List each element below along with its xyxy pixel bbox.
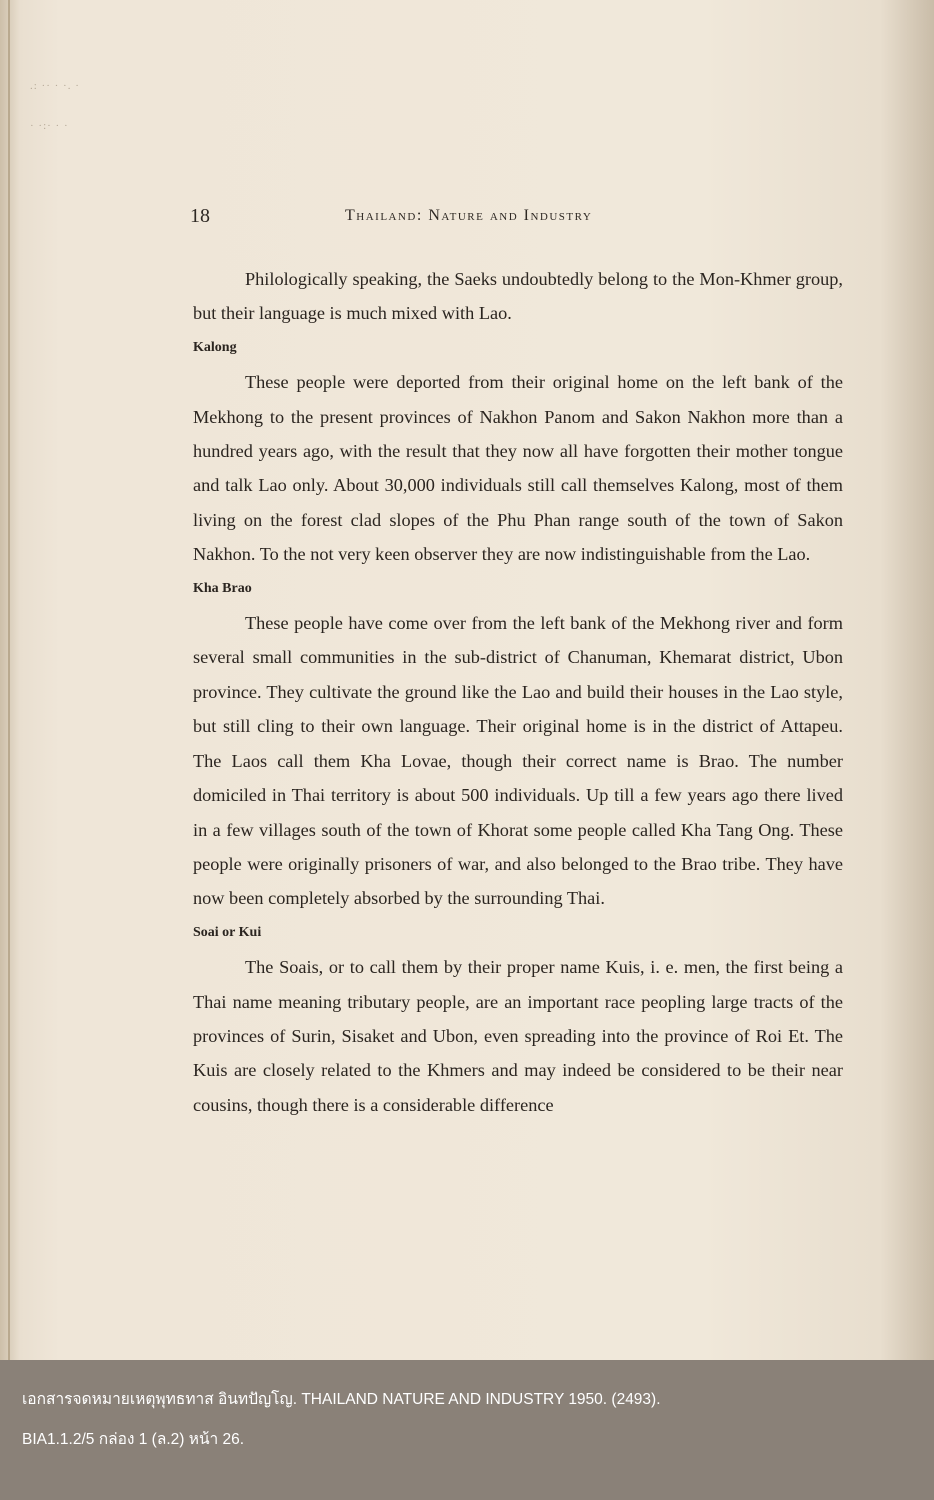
- running-head: Thailand: Nature and Industry: [345, 207, 593, 224]
- caption-line-2: BIA1.1.2/5 กล่อง 1 (ล.2) หน้า 26.: [22, 1431, 245, 1448]
- caption-line-1: เอกสารจดหมายเหตุพุทธทาส อินทปัญโญ. THAILAND NATURE AND INDUSTRY 1950. (2493).: [22, 1391, 661, 1408]
- archive-caption: [0, 1360, 934, 1500]
- body-text: [193, 262, 843, 1122]
- bleed-through-mark: · ·:· · ·: [30, 120, 69, 132]
- page-header: [190, 205, 840, 235]
- book-gutter: [8, 0, 10, 1360]
- paragraph: Philologically speaking, the Saeks undoubtedly belong to the Mon-Khmer group, but their language is much mixed with Lao.: [193, 269, 843, 324]
- paragraph: These people were deported from their original home on the left bank of the Mekhong to the present provinces of Nakhon Panom and Sakon Nakhon more than a hundred years ago, with the result that they now all have forgotten their mother tongue and talk Lao only. About 30,000 individuals still call themselves Kalong, most of them living on the forest clad slopes of the Phu Phan range south of the town of Sakon Nakhon. To the not very keen observer they are now indistinguishable from the Lao.: [193, 372, 843, 565]
- paragraph: These people have come over from the left bank of the Mekhong river and form several small communities in the sub-district of Chanuman, Khemarat district, Ubon province. They cultivate the ground like the Lao and build their houses in the Lao style, but still cling to their own language. Their original home is in the district of Attapeu. The Laos call them Kha Lovae, though their correct name is Brao. The number domiciled in Thai territory is about 500 individuals. Up till a few years ago there lived in a few villages south of the town of Khorat some people called Kha Tang Ong. These people were originally prisoners of war, and also belonged to the Brao tribe. They have now been completely absorbed by the surrounding Thai.: [193, 613, 843, 909]
- bleed-through-mark: .: ·· · ·. ·: [30, 80, 80, 92]
- section-heading-kha-brao: Kha Brao: [193, 580, 252, 596]
- page-number: 18: [190, 205, 210, 227]
- paragraph: The Soais, or to call them by their proper name Kuis, i. e. men, the first being a Thai name meaning tributary people, are an important race peopling large tracts of the provinces of Surin, Sisaket and Ubon, even spreading into the province of Roi Et. The Kuis are closely related to the Khmers and may indeed be considered to be their near cousins, though there is a considerable difference: [193, 957, 843, 1115]
- section-heading-soai-or-kui: Soai or Kui: [193, 924, 262, 940]
- section-heading-kalong: Kalong: [193, 339, 237, 355]
